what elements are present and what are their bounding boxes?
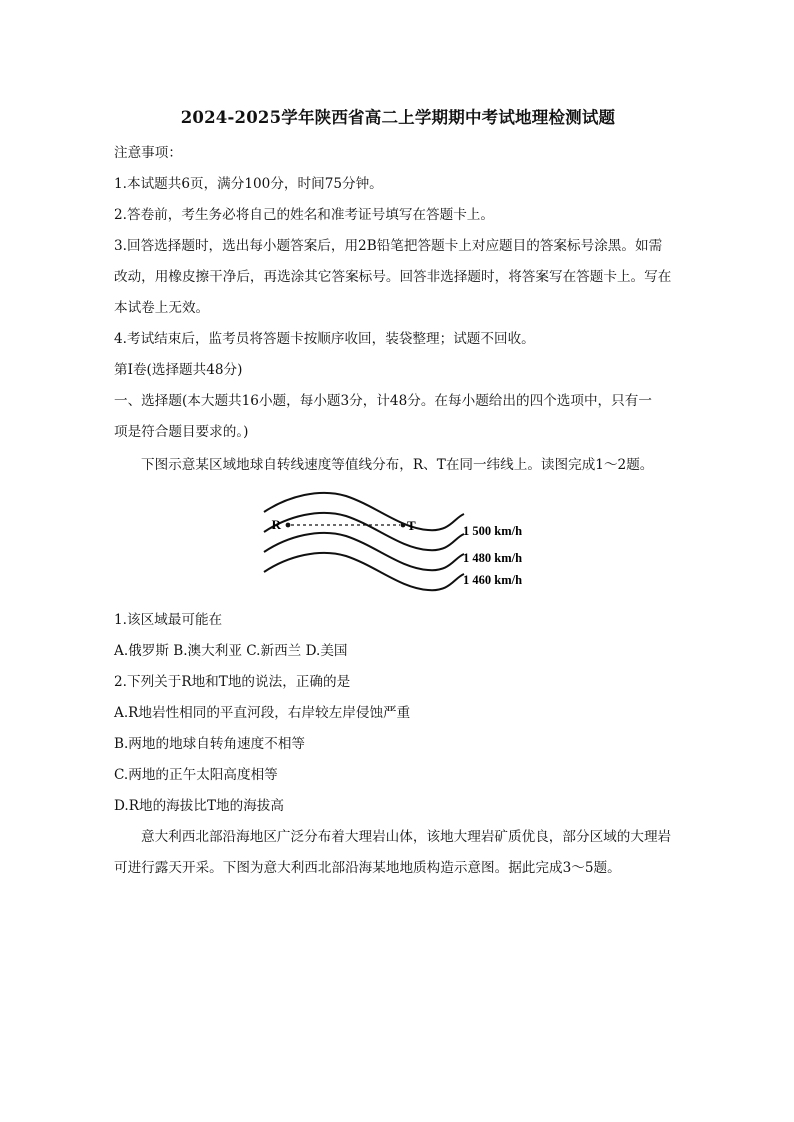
question-1-stem: 1.该区域最可能在 bbox=[114, 612, 223, 628]
question-2-option-b: B.两地的地球自转角速度不相等 bbox=[114, 736, 306, 752]
contour-line-1460 bbox=[264, 553, 464, 590]
part-intro: 项是符合题目要求的。) bbox=[114, 424, 249, 440]
passage-2-line: 可进行露天开采。下图为意大利西北部沿海某地地质构造示意图。据此完成3～5题。 bbox=[114, 860, 621, 876]
question-2-option-c: C.两地的正午太阳高度相等 bbox=[114, 767, 278, 783]
point-t-label: T bbox=[407, 518, 416, 533]
notice-item: 4.考试结束后，监考员将答题卡按顺序收回，装袋整理；试题不回收。 bbox=[114, 331, 535, 347]
question-2-option-d: D.R地的海拔比T地的海拔高 bbox=[114, 798, 284, 814]
question-1-options: A.俄罗斯 B.澳大利亚 C.新西兰 D.美国 bbox=[114, 643, 348, 659]
notice-item: 1.本试题共6页，满分100分，时间75分钟。 bbox=[114, 176, 383, 192]
exam-title: 2024-2025学年陕西省高二上学期期中考试地理检测试题 bbox=[180, 108, 616, 127]
contour-label-1480: 1 480 km/h bbox=[463, 551, 523, 565]
passage-2-line: 意大利西北部沿海地区广泛分布着大理岩山体，该地大理岩矿质优良，部分区域的大理岩 bbox=[141, 829, 672, 845]
rotation-speed-contour-figure bbox=[258, 488, 548, 596]
contour-label-1460: 1 460 km/h bbox=[463, 573, 523, 587]
point-r-label: R bbox=[271, 517, 281, 532]
notice-item: 改动，用橡皮擦干净后，再选涂其它答案标号。回答非选择题时，将答案写在答题卡上。写在 bbox=[114, 269, 672, 285]
contour-label-1500: 1 500 km/h bbox=[463, 524, 523, 538]
notice-heading: 注意事项： bbox=[114, 145, 182, 161]
question-2-stem: 2.下列关于R地和T地的说法，正确的是 bbox=[114, 674, 351, 690]
section-title: 第Ⅰ卷(选择题共48分) bbox=[114, 362, 243, 378]
point-r-marker bbox=[286, 523, 291, 528]
question-2-option-a: A.R地岩性相同的平直河段，右岸较左岸侵蚀严重 bbox=[114, 705, 411, 721]
contour-diagram bbox=[258, 488, 548, 596]
point-t-marker bbox=[401, 523, 406, 528]
notice-item: 2.答卷前，考生务必将自己的姓名和准考证号填写在答题卡上。 bbox=[114, 207, 494, 223]
notice-item: 3.回答选择题时，选出每小题答案后，用2B铅笔把答题卡上对应题目的答案标号涂黑。如需 bbox=[114, 238, 663, 254]
notice-item: 本试卷上无效。 bbox=[114, 300, 210, 316]
figure-intro: 下图示意某区域地球自转线速度等值线分布，R、T在同一纬线上。读图完成1～2题。 bbox=[141, 457, 654, 473]
part-intro: 一、选择题(本大题共16小题，每小题3分，计48分。在每小题给出的四个选项中，只有一 bbox=[114, 393, 652, 409]
